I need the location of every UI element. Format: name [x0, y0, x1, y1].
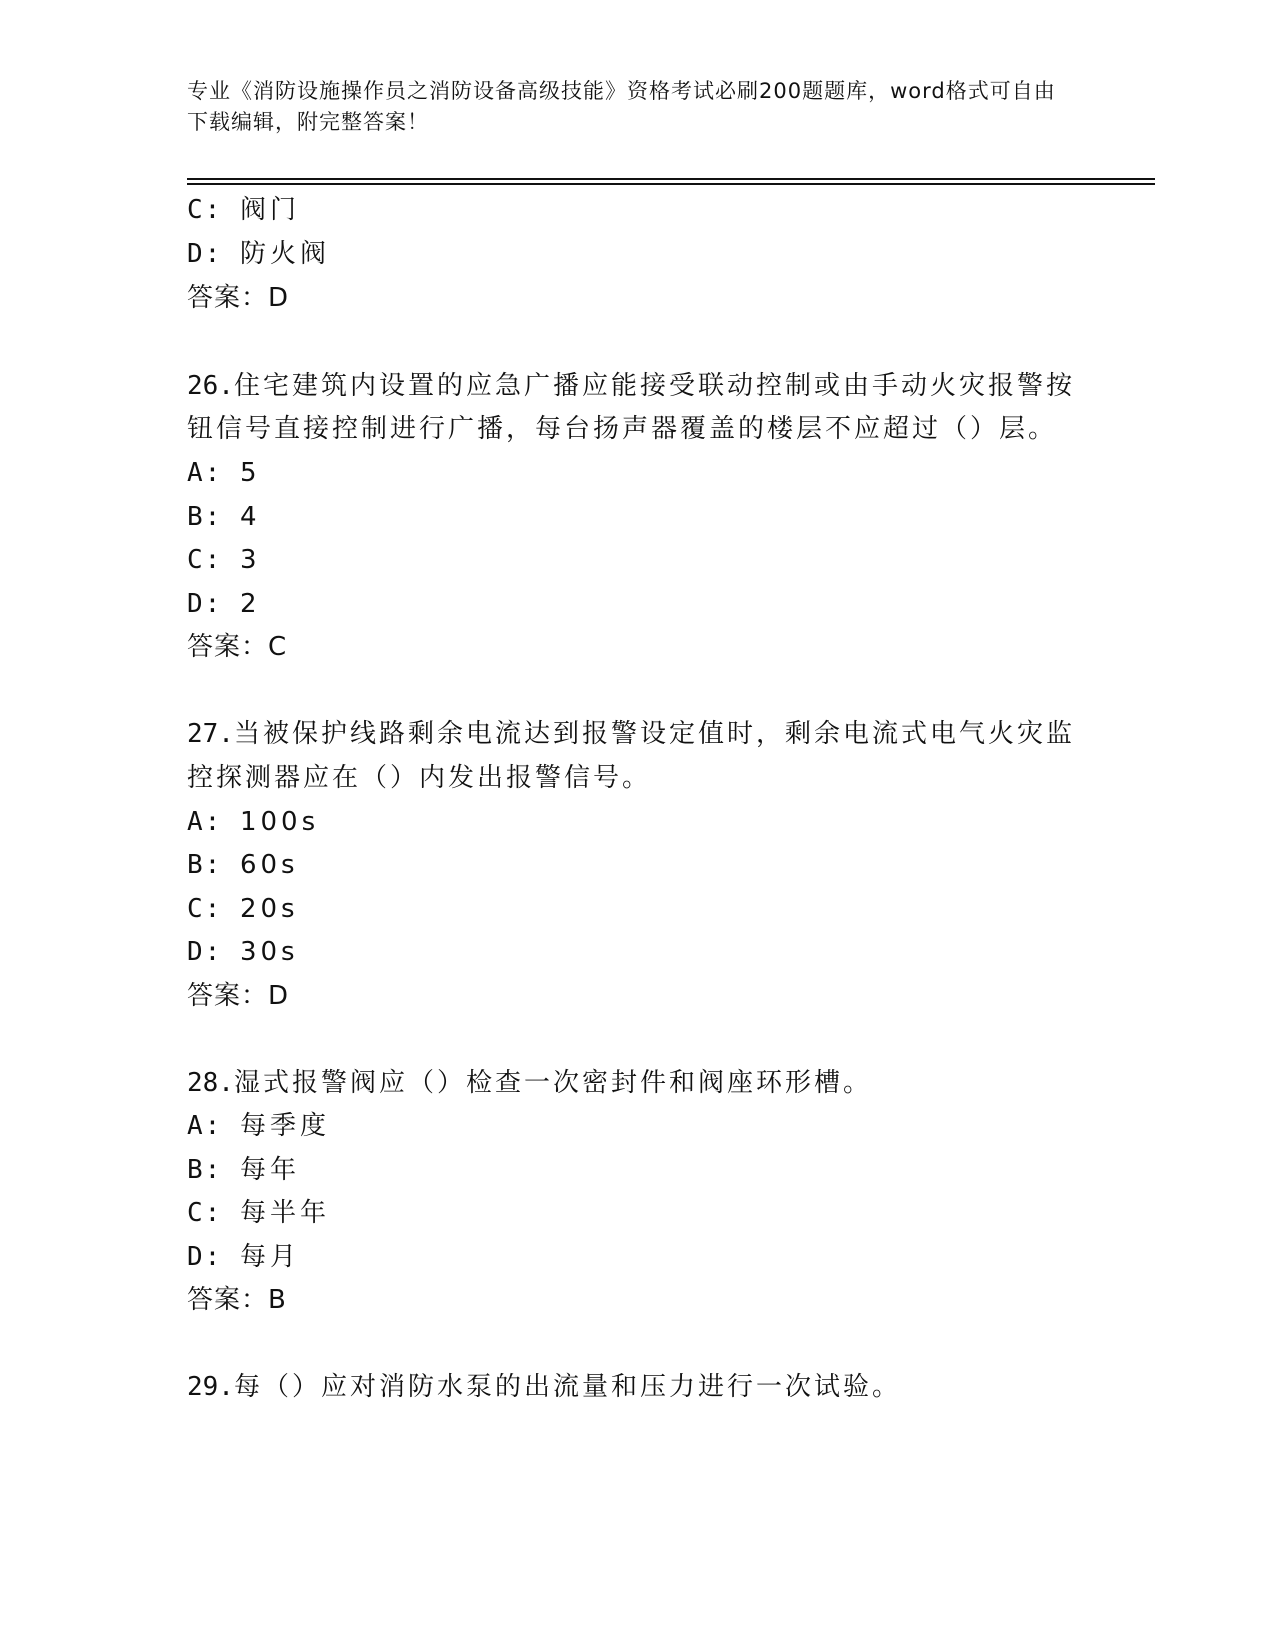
option-label: D:: [187, 1242, 223, 1272]
option-text: 30s: [239, 937, 299, 967]
prev-answer: 答案：D: [187, 283, 290, 313]
option-text: 阀门: [239, 195, 300, 225]
question-27-option-a: [187, 806, 319, 838]
question-text: 每（）应对消防水泵的出流量和压力进行一次试验。: [233, 1372, 901, 1402]
option-label: C:: [187, 1198, 223, 1228]
prev-option-c: [187, 194, 300, 226]
question-27-answer: 答案：D: [187, 981, 290, 1011]
question-27-option-d: [187, 936, 299, 968]
option-text: 防火阀: [239, 239, 330, 269]
option-label: A:: [187, 807, 223, 837]
question-28-line-1: [187, 1067, 872, 1099]
option-text: 3: [239, 545, 261, 575]
option-label: C:: [187, 894, 223, 924]
option-text: 每年: [239, 1155, 300, 1185]
option-label: B:: [187, 850, 223, 880]
question-26-option-a: [187, 457, 261, 489]
question-26-line-1: [187, 370, 1075, 402]
question-number: 27.: [187, 719, 234, 749]
question-28-option-a: [187, 1110, 330, 1142]
option-label: A:: [187, 458, 223, 488]
option-label: D:: [187, 937, 223, 967]
question-26-option-c: [187, 544, 261, 576]
option-text: 每季度: [239, 1111, 330, 1141]
header-rule-bottom: [187, 183, 1155, 185]
option-text: 每半年: [239, 1198, 330, 1228]
prev-option-d: [187, 238, 330, 270]
question-29-line-1: [187, 1371, 901, 1403]
question-27-line-1: [187, 718, 1075, 750]
option-text: 2: [239, 589, 261, 619]
question-text: 湿式报警阀应（）检查一次密封件和阀座环形槽。: [233, 1068, 872, 1098]
option-label: C:: [187, 195, 223, 225]
question-text: 当被保护线路剩余电流达到报警设定值时，剩余电流式电气火灾监: [233, 719, 1075, 749]
question-26-line-2: 钮信号直接控制进行广播，每台扬声器覆盖的楼层不应超过（）层。: [187, 414, 1058, 444]
option-text: 20s: [239, 894, 299, 924]
question-26-option-b: [187, 501, 261, 533]
option-label: A:: [187, 1111, 223, 1141]
question-28-option-b: [187, 1154, 300, 1186]
option-text: 5: [239, 458, 261, 488]
question-text: 住宅建筑内设置的应急广播应能接受联动控制或由手动火灾报警按: [233, 371, 1075, 401]
question-28-option-d: [187, 1241, 300, 1273]
question-27-option-c: [187, 893, 299, 925]
question-28-answer: 答案：B: [187, 1285, 287, 1315]
question-27-option-b: [187, 849, 299, 881]
option-label: B:: [187, 1155, 223, 1185]
question-26-option-d: [187, 588, 261, 620]
option-text: 100s: [239, 807, 320, 837]
header-rule-top: [187, 178, 1155, 180]
option-label: D:: [187, 589, 223, 619]
question-28-option-c: [187, 1197, 330, 1229]
question-27-line-2: 控探测器应在（）内发出报警信号。: [187, 763, 652, 793]
option-text: 4: [239, 502, 261, 532]
option-text: 60s: [239, 850, 299, 880]
question-number: 28.: [187, 1068, 234, 1098]
option-label: D:: [187, 239, 223, 269]
question-number: 29.: [187, 1372, 234, 1402]
question-26-answer: 答案：C: [187, 632, 288, 662]
question-number: 26.: [187, 371, 234, 401]
option-label: C:: [187, 545, 223, 575]
option-label: B:: [187, 502, 223, 532]
document-header: 专业《消防设施操作员之消防设备高级技能》资格考试必刷200题题库，word格式可自由下载编辑，附完整答案！: [187, 79, 1056, 134]
option-text: 每月: [239, 1242, 300, 1272]
